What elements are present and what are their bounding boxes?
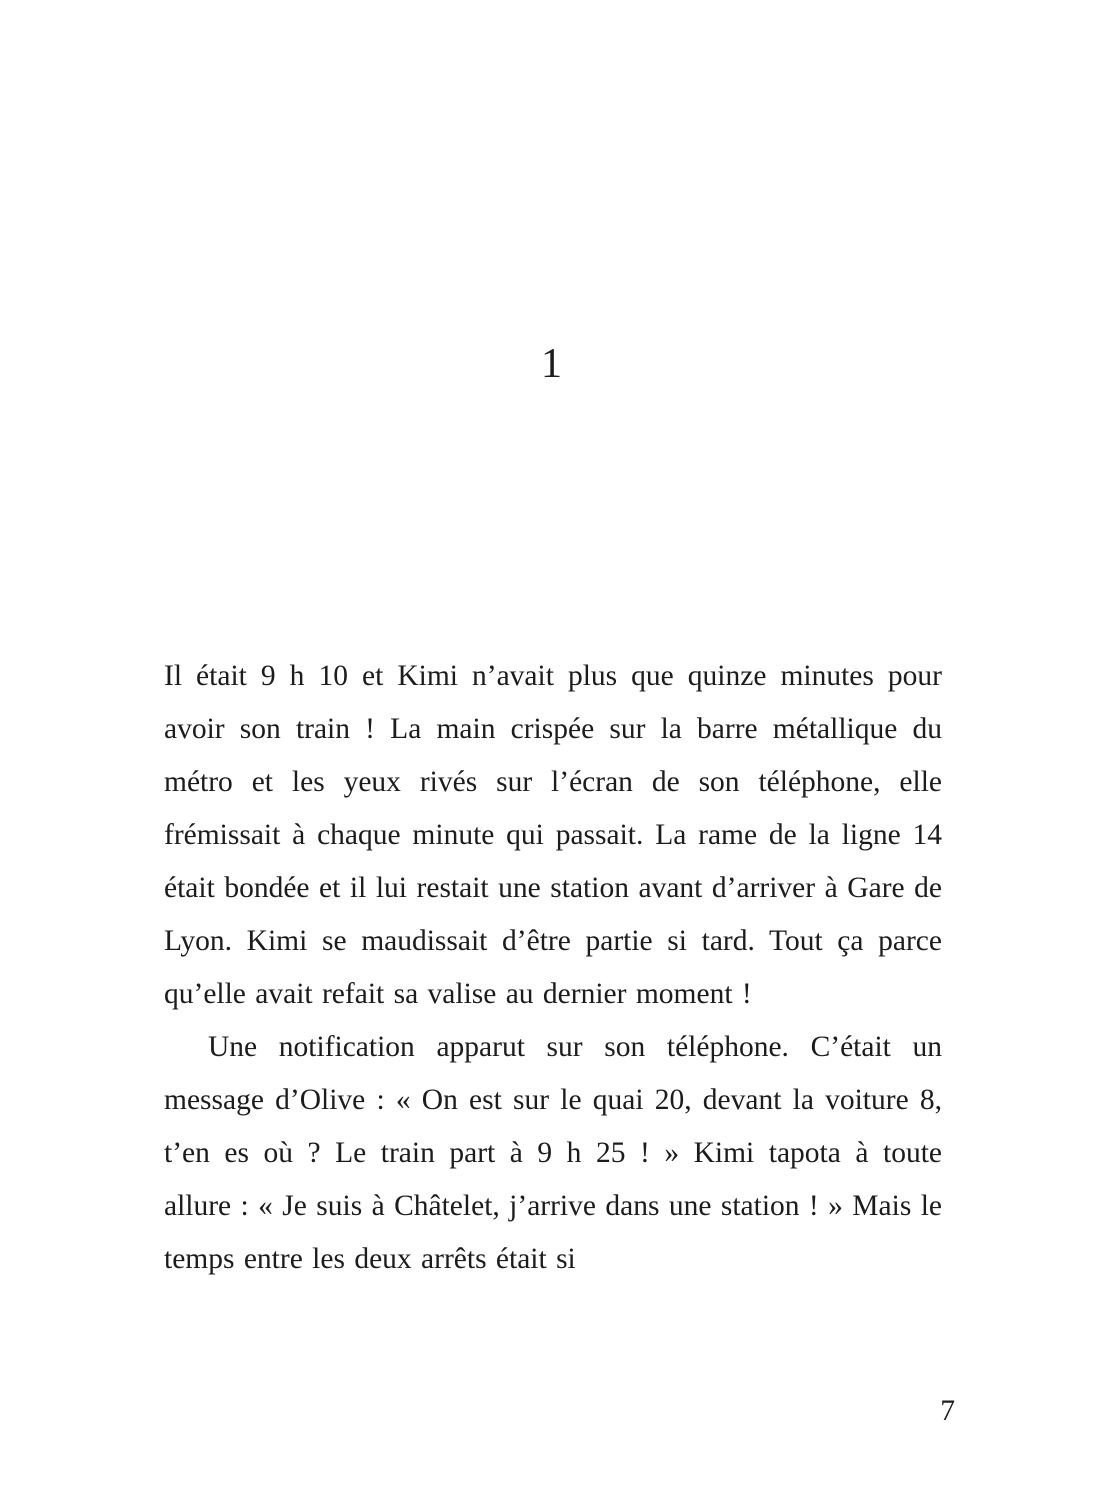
paragraph-1: Il était 9 h 10 et Kimi n’avait plus que quinze minutes pour avoir son train ! La main crispée sur la barre métallique du métro et les yeux rivés sur l’écran de son téléphone, elle frémissait à chaque minute qui passait. La rame de la ligne 14 était bondée et il lui restait une station avant d’arriver à Gare de Lyon. Kimi se maudissait d’être partie si tard. Tout ça parce qu’elle avait refait sa valise au dernier moment ! [164, 660, 942, 1010]
chapter-number: 1 [541, 341, 562, 387]
paragraph-2: Une notification apparut sur son téléphone. C’était un message d’Olive : « On est sur le quai 20, devant la voiture 8, t’en es où ? Le train part à 9 h 25 ! » Kimi tapota à toute allure : « Je suis à Châtelet, j’arrive dans une station ! » Mais le temps entre les deux arrêts était si [164, 1031, 942, 1275]
body-text [164, 650, 942, 1286]
page-number: 7 [940, 1395, 955, 1427]
